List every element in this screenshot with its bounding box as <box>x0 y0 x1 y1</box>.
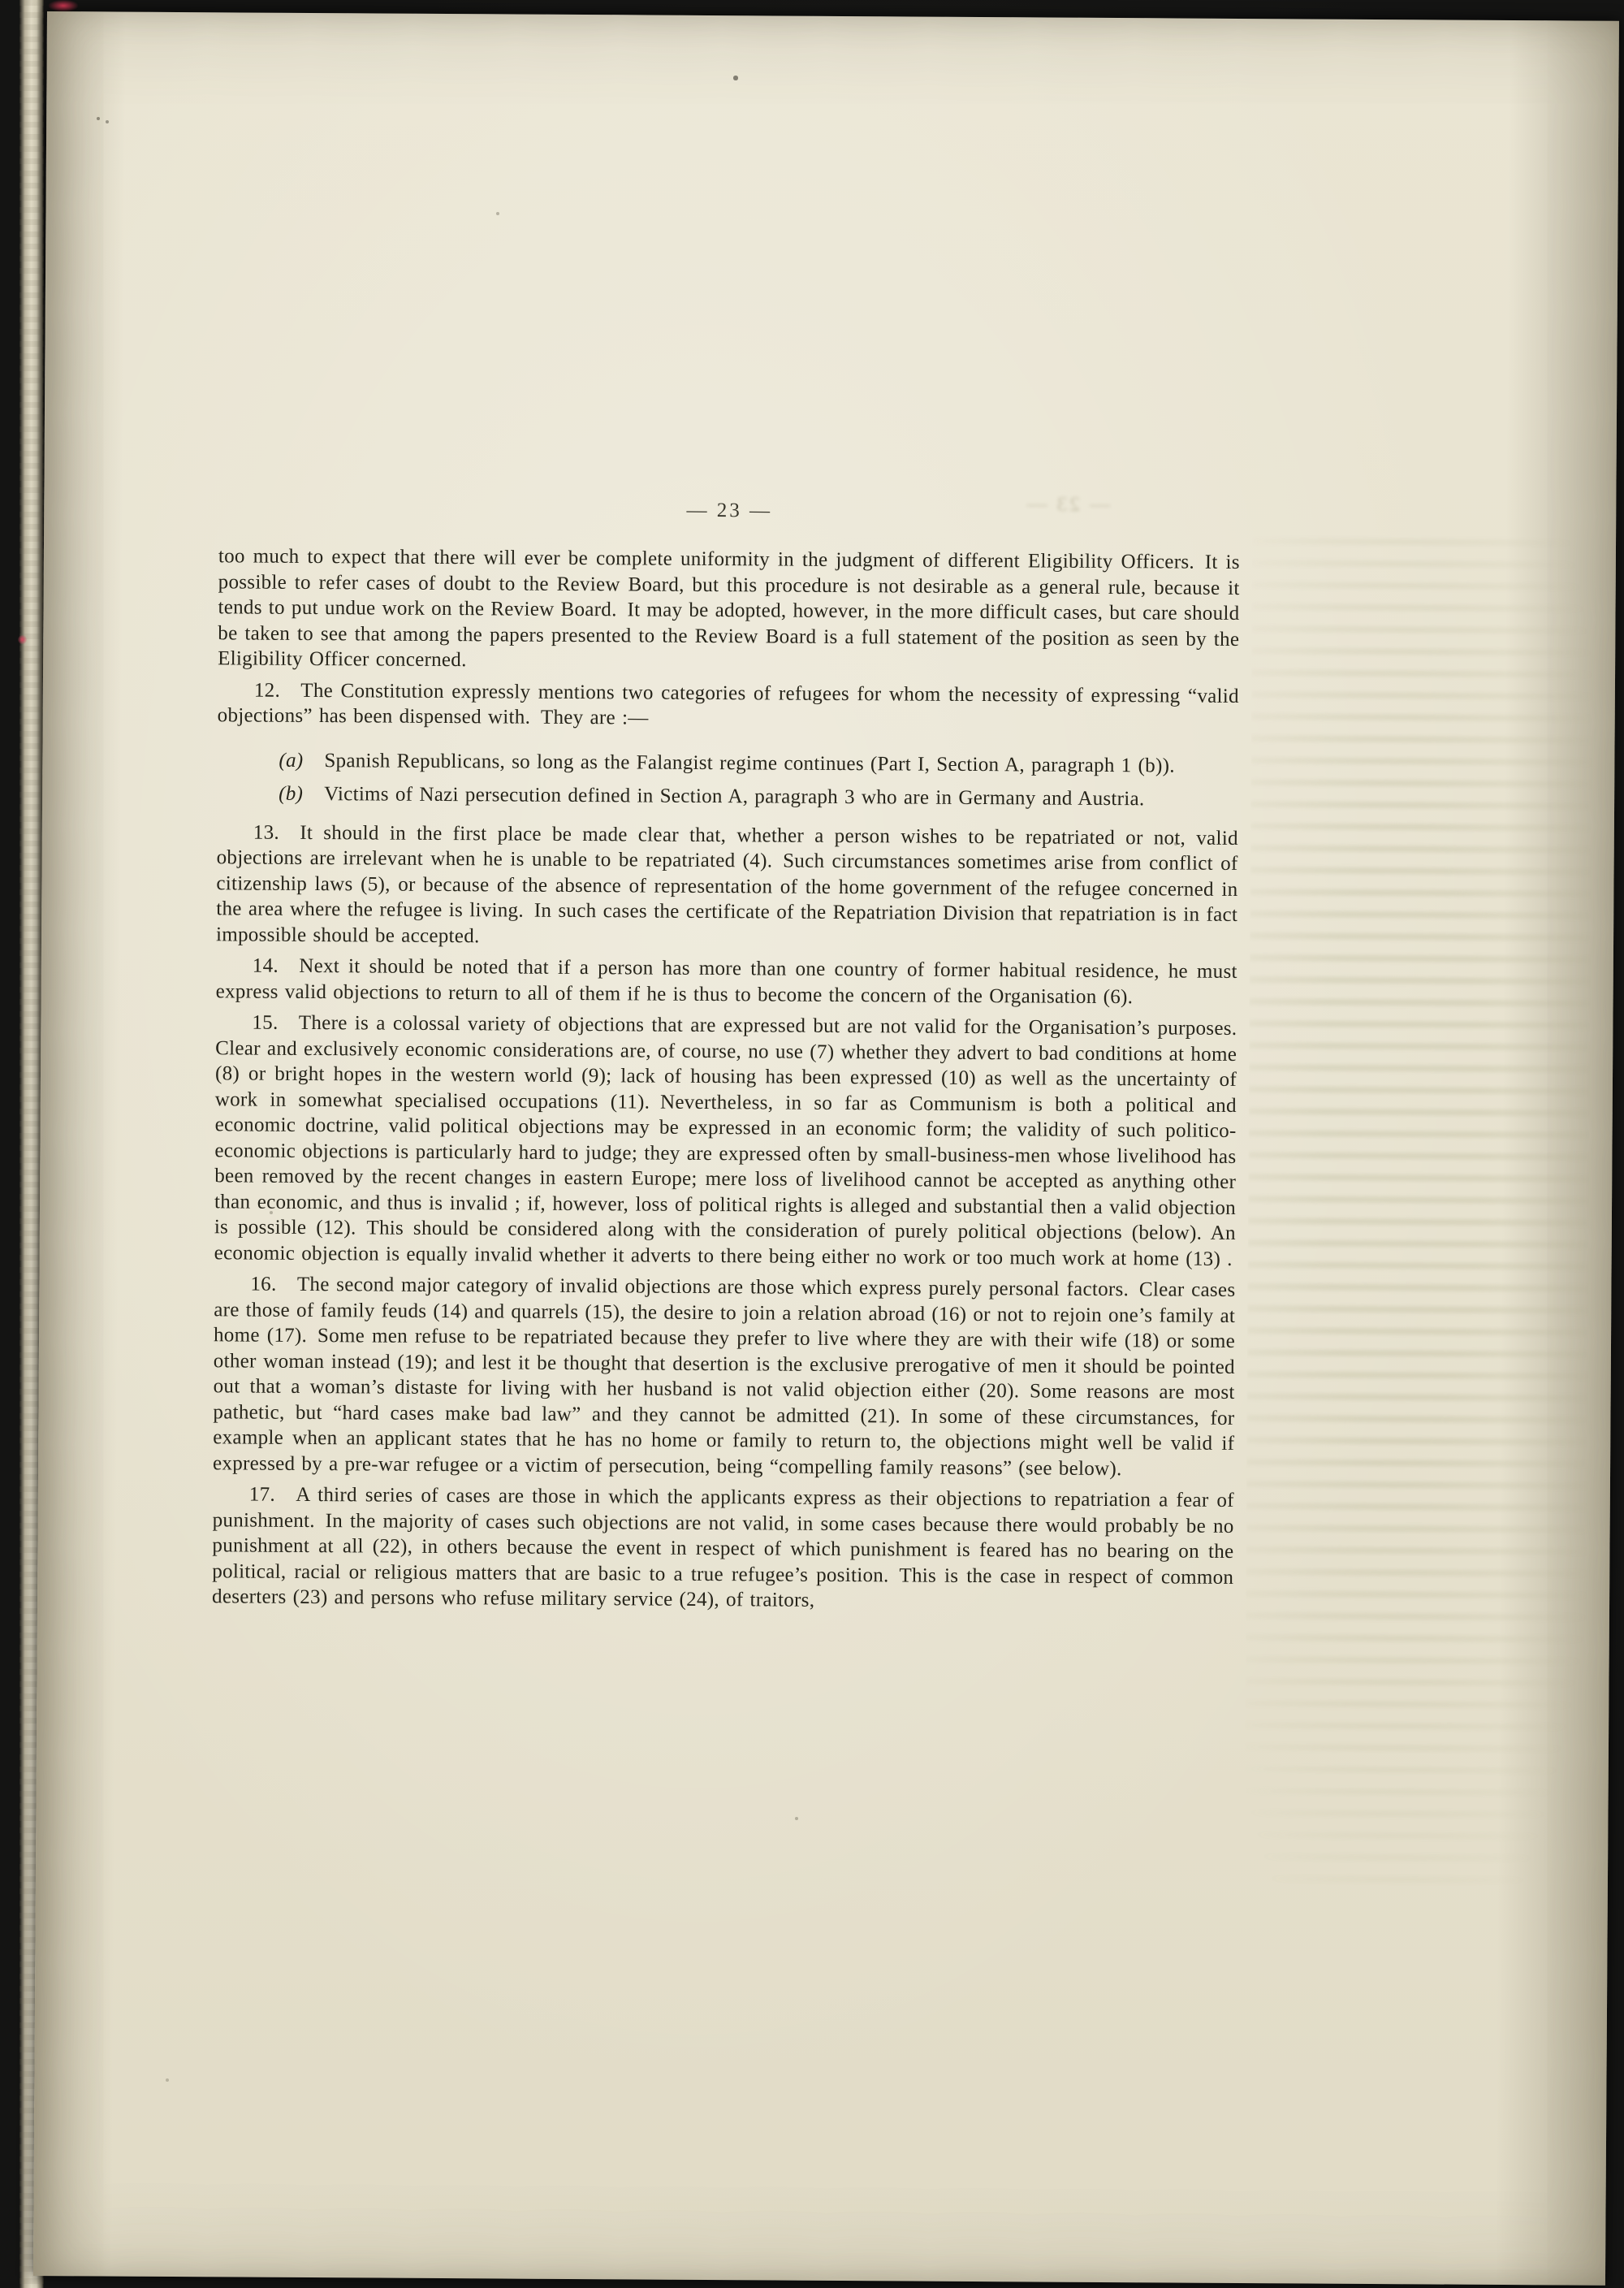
list-item-a-text: Spanish Republicans, so long as the Falangist regime continues (Part I, Section A, paragraph 1 (b)). <box>324 749 1175 777</box>
scanned-page <box>33 11 1619 2286</box>
page-number: — 23 — <box>686 499 773 522</box>
paragraph-15: 15. There is a colossal variety of objections that are expressed but are not valid for the Organisation’s purposes. Clear and exclusively economic considerations are, of course, no use (7) whether they advert to bad conditions at home (8) or bright hopes in the western world (9); lack of housing has been expressed (10) as well as the uncertainty of work in somewhat specialised occupations (11). Nevertheless, in so far as Communism is both a political and economic doctrine, valid political objections may be expressed in an economic form; the validity of such politico-economic objections is particularly hard to judge; they are expressed often by small-business-men whose livelihood has been removed by the recent changes in eastern Europe; mere loss of livelihood cannot be accepted as anything other than economic, and thus is invalid ; if, however, loss of political rights is alleged and substantial then a valid objection is possible (12). This should be considered along with the consideration of purely political objections (below). An economic objection is equally invalid whether it adverts to there being either no work or too much work at home (13) . <box>214 1011 1237 1270</box>
red-scan-artifact-top <box>49 0 78 11</box>
red-scan-artifact-left <box>18 635 27 644</box>
paragraph-17: 17. A third series of cases are those in which the applicants express as their objections to repatriation a fear of punishment. In the majority of cases such objections are not valid, in some cases because there would probably be no punishment at all (22), in others because the event in respect of which punishment is feared has no bearing on the political, racial or religious matters that are basic to a true refugee’s position. This is the case in respect of common deserters (23) and persons who refuse military service (24), of traitors, <box>211 1483 1234 1611</box>
list-item-a <box>279 748 1238 779</box>
paragraph-16: 16. The second major category of invalid objections are those which express purely personal factors. Clear cases are those of family feuds (14) and quarrels (15), the desire to join a relation abroad (16) or not to rejoin one’s family at home (17). Some men refuse to be repatriated because they prefer to live where they are with their wife (18) or some other woman instead (19); and lest it be thought that desertion is the exclusive prerogative of men it should be pointed out that a woman’s distaste for living with her husband is not valid objection either (20). Some reasons are most pathetic, but “hard cases make bad law” and they cannot be admitted (21). In some of these circumstances, for example when an applicant states that he has no home or family to return to, the objections might well be valid if expressed by a pre-war refugee or a victim of persecution, being “compelling family reasons” (see below). <box>213 1273 1236 1480</box>
page-content <box>212 12 1243 1621</box>
list-item-a-label: (a) <box>279 749 304 772</box>
list-item-b-text: Victims of Nazi persecution defined in Section A, paragraph 3 who are in Germany and Austria. <box>324 783 1145 811</box>
ink-bleedthrough <box>1244 522 1593 1897</box>
list-item-b-label: (b) <box>279 782 304 805</box>
paragraph-12: 12. The Constitution expressly mentions two categories of refugees for whom the necessity of expressing “valid objections” has been dispensed with. They are :— <box>217 679 1239 729</box>
paragraph-13: 13. It should in the first place be made clear that, whether a person wishes to be repatriated or not, valid objections are irrelevant when he is unable to be repatriated (4). Such circumstances sometimes arise from conflict of citizenship laws (5), or because of the absence of representation of the home government of the refugee concerned in the area where the refugee is living. In such cases the certificate of the Repatriation Division that repatriation is in fact impossible should be accepted. <box>215 821 1238 947</box>
page-number-bleedthrough: — 23 — <box>1024 493 1111 517</box>
paragraph-14: 14. Next it should be noted that if a person has more than one country of former habitual residence, he must express valid objections to return to all of them if he is thus to become the concern of the Organisation (6). <box>215 954 1237 1008</box>
list-gap <box>218 734 1239 746</box>
paragraph-continuation: too much to expect that there will ever be complete uniformity in the judgment of different Eligibility Officers. It is possible to refer cases of doubt to the Review Board, but this procedure is not desirable as a general rule, because it tends to put undue work on the Review Board. It may be adopted, however, in the more difficult cases, but care should be taken to see that among the papers presented to the Review Board is a full statement of the position as seen by the Eligibility Officer concerned. <box>218 545 1240 672</box>
list-item-b <box>279 781 1238 812</box>
scan-specks <box>0 0 2 2</box>
